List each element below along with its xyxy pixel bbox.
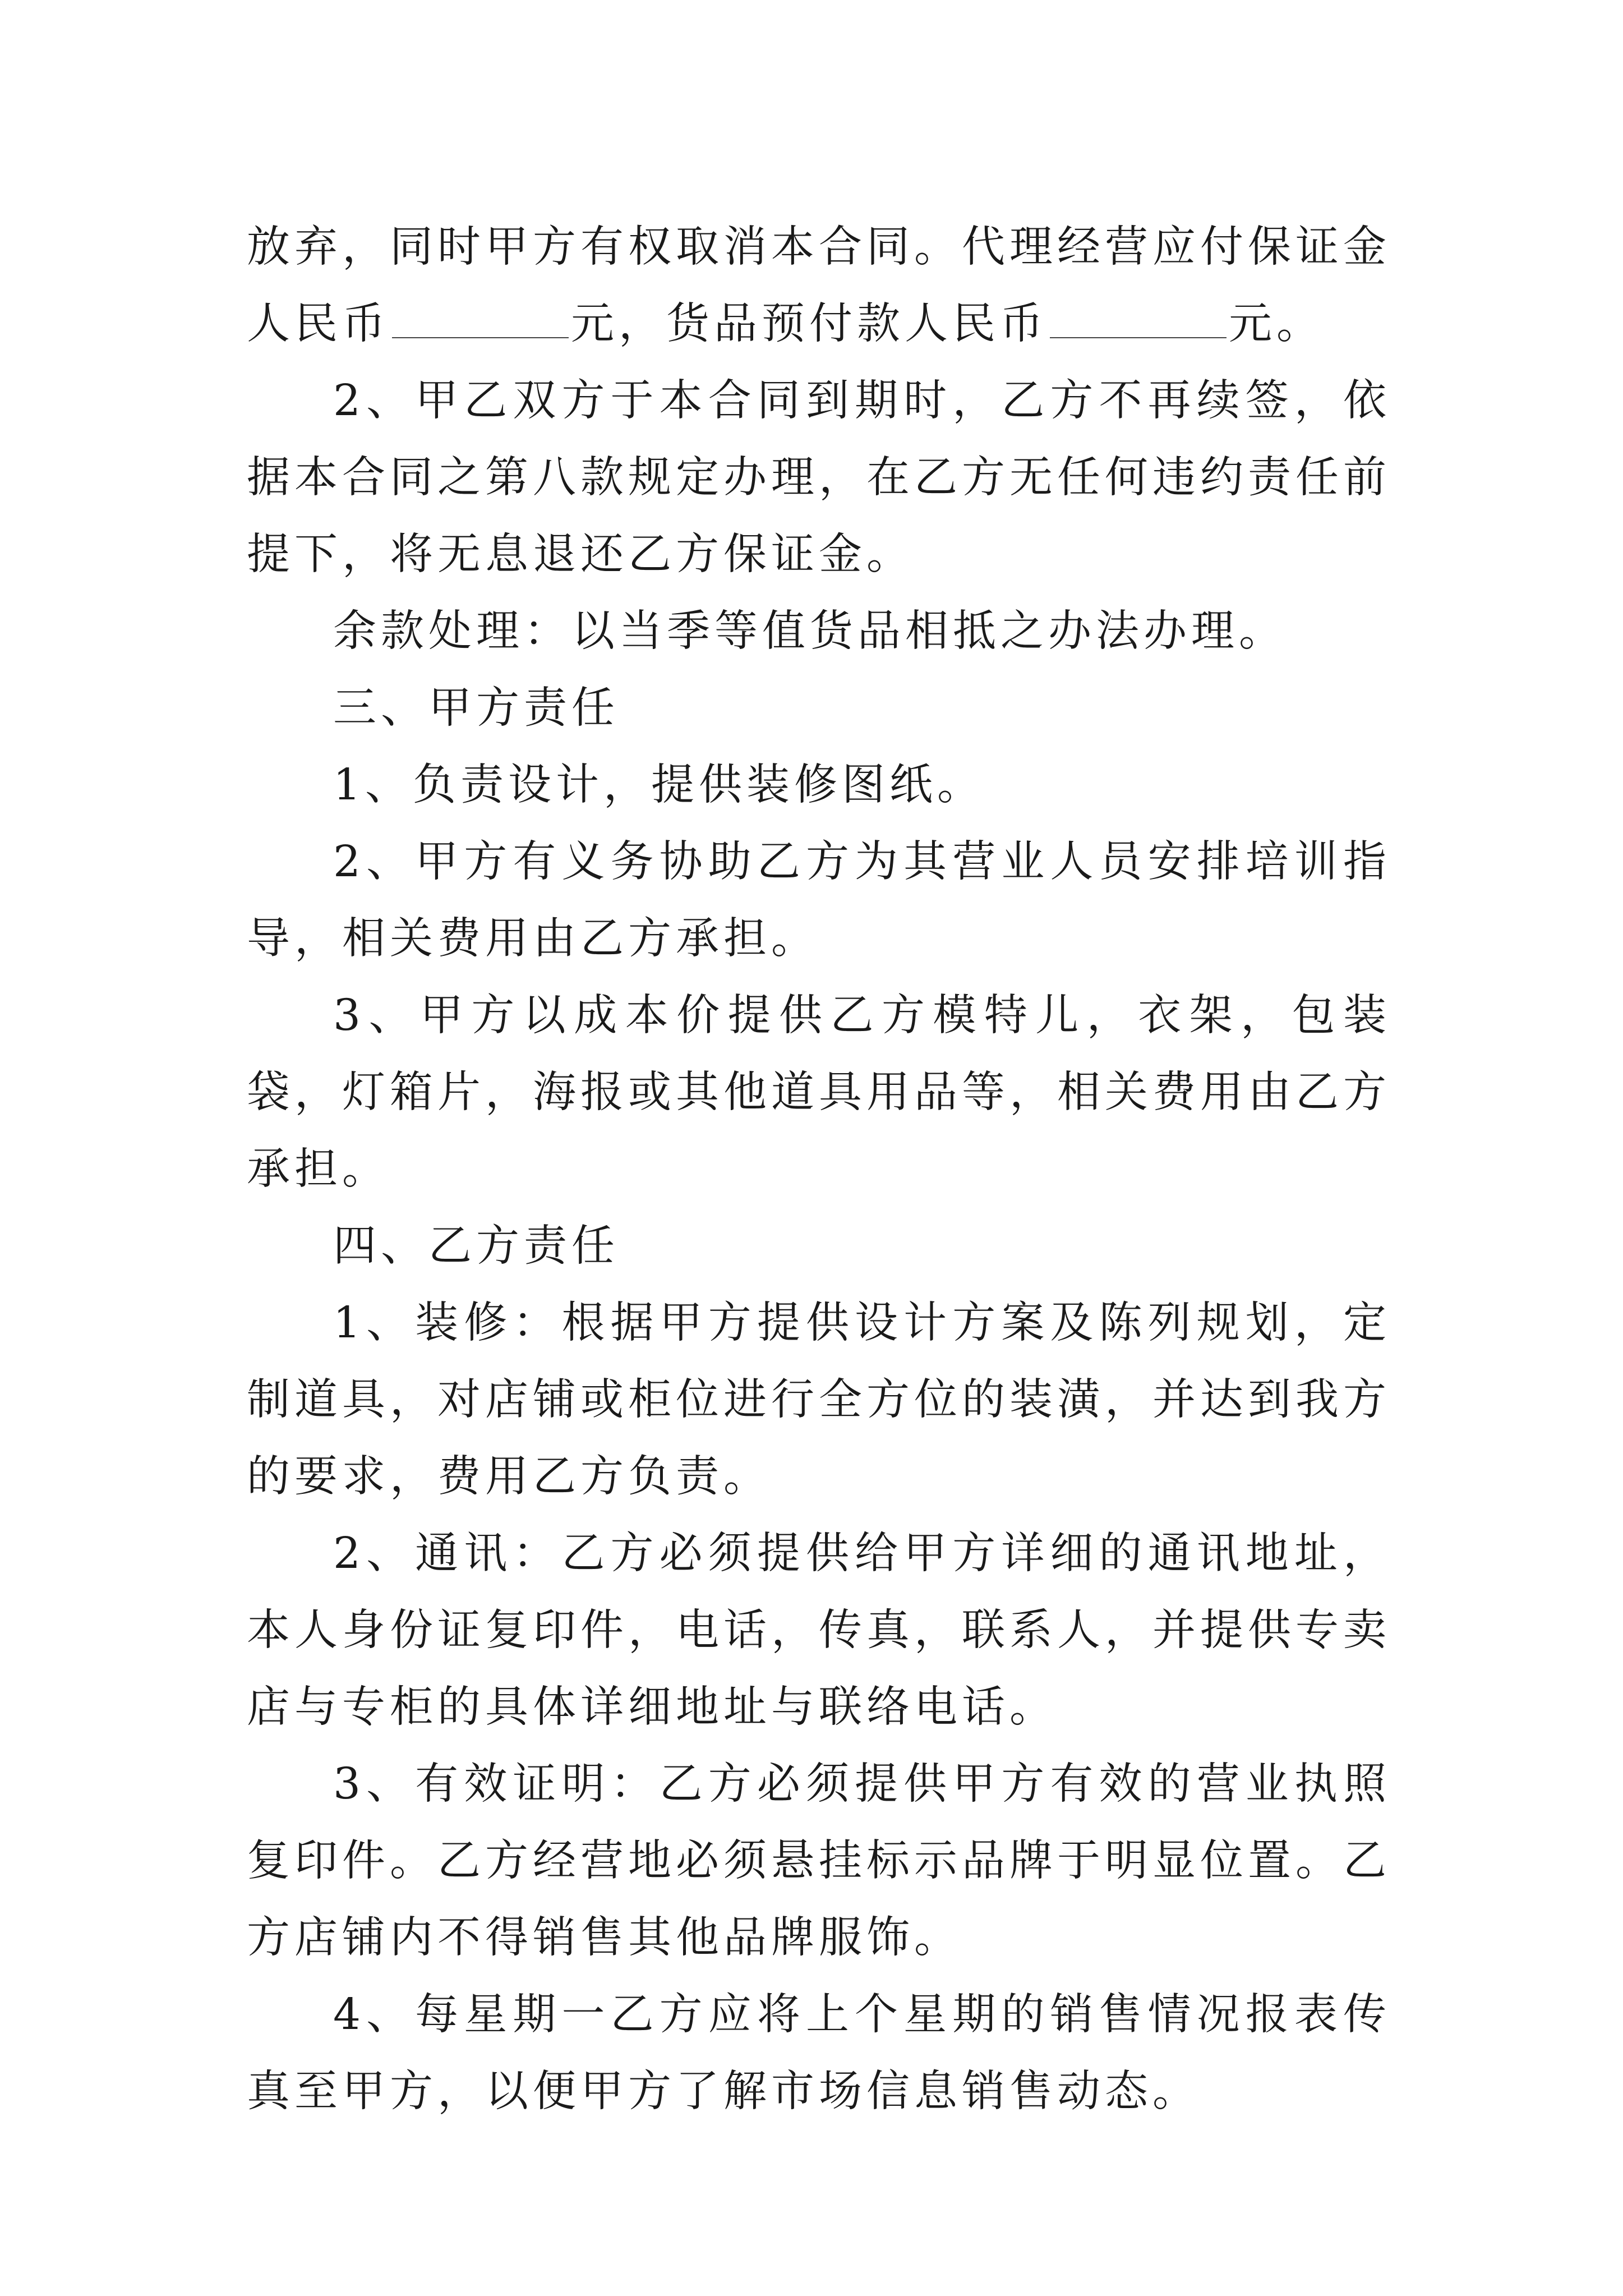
prepayment-amount-blank — [1050, 296, 1227, 338]
section-heading-party-a: 三、甲方责任 — [333, 683, 619, 733]
paragraph-b-certificate: 3、有效证明：乙方必须提供甲方有效的营业执照复印件。乙方经营地必须悬挂标示品牌于明显位置。乙方店铺内不得销售其他品牌服饰。 — [247, 1759, 1391, 1963]
paragraph-a-design: 1、负责设计，提供装修图纸。 — [333, 760, 985, 810]
deposit-amount-blank — [392, 296, 569, 338]
paragraph-b-decoration: 1、装修：根据甲方提供设计方案及陈列规划，定制道具，对店铺或柜位进行全方位的装潢，并达到我方的要求，费用乙方负责。 — [247, 1298, 1391, 1502]
paragraph-a-props: 3、甲方以成本价提供乙方模特儿，衣架，包装袋，灯箱片，海报或其他道具用品等，相关费用由乙方承担。 — [247, 991, 1391, 1194]
contract-body — [247, 209, 1391, 2130]
paragraph-balance: 余款处理：以当季等值货品相抵之办法办理。 — [333, 606, 1287, 656]
section-heading-party-b: 四、乙方责任 — [333, 1221, 619, 1271]
paragraph-b-weekly-report: 4、每星期一乙方应将上个星期的销售情况报表传真至甲方，以便甲方了解市场信息销售动态。 — [247, 1990, 1391, 2116]
paragraph-deposit — [247, 209, 1391, 362]
deposit-text-start: 放弃，同时甲方有权取消本合同。代理经营应付保证金人民币 — [247, 222, 1391, 349]
paragraph-b-communication: 2、通讯：乙方必须提供给甲方详细的通讯地址，本人身份证复印件，电话，传真，联系人，并提供专卖店与专柜的具体详细地址与联络电话。 — [247, 1529, 1391, 1732]
deposit-text-middle: 元，货品预付款人民币 — [571, 299, 1048, 349]
paragraph-a-training: 2、甲方有义务协助乙方为其营业人员安排培训指导，相关费用由乙方承担。 — [247, 837, 1391, 964]
deposit-text-end: 元。 — [1229, 299, 1324, 349]
paragraph-refund: 2、甲乙双方于本合同到期时，乙方不再续签，依据本合同之第八款规定办理，在乙方无任何违约责任前提下，将无息退还乙方保证金。 — [247, 376, 1391, 579]
